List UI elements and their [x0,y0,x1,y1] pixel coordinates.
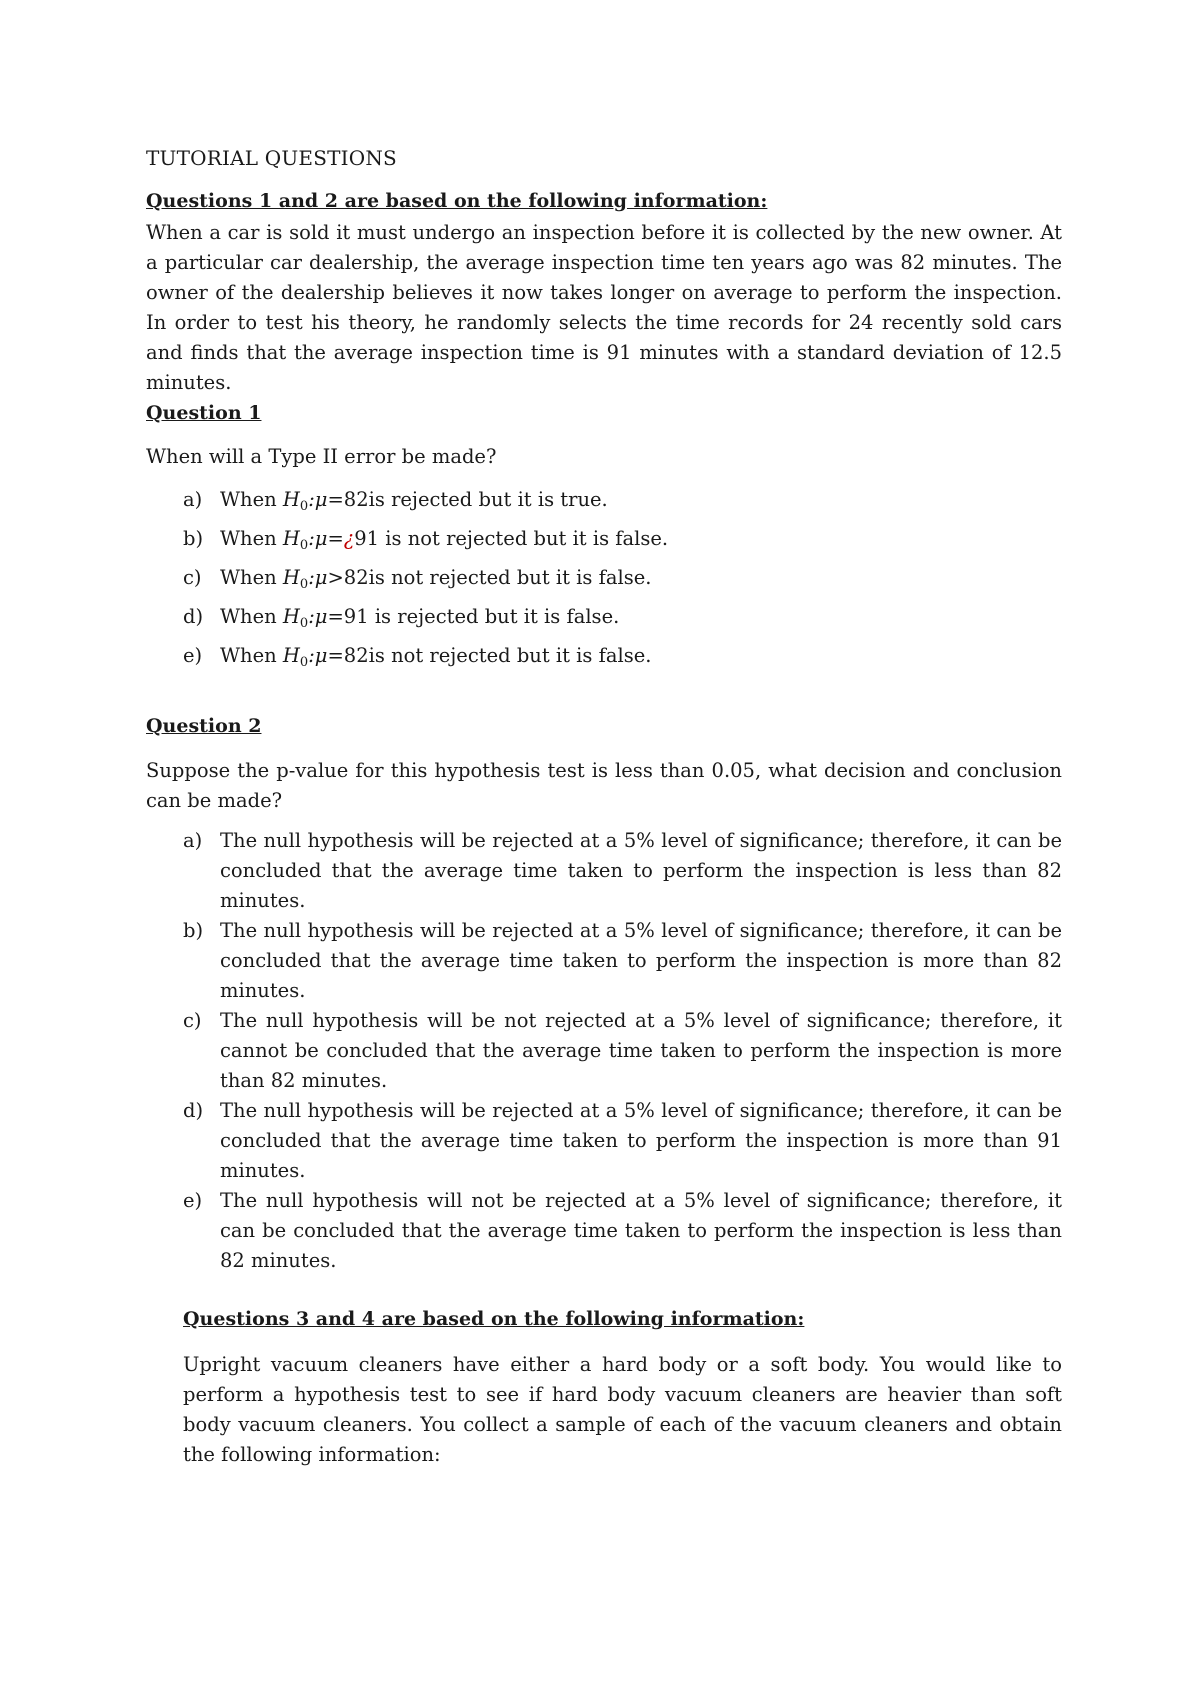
q2-option-text: The null hypothesis will be rejected at a 5% level of significance; therefore, it can be concluded that the average time taken to perform the inspection is more than 82 minutes. [220,919,1062,1002]
hypothesis-subscript: 0 [299,577,309,592]
hypothesis-value: 82 [343,566,369,589]
hypothesis-subscript: 0 [299,538,309,553]
q1-option-letter: c) [183,566,202,589]
question-1-heading: Question 1 [146,402,262,424]
q1-option-prefix: When [220,644,283,667]
question-2-prompt: Suppose the p-value for this hypothesis test is less than 0.05, what decision and conclusion can be made? [146,759,1062,812]
q1-option-letter: a) [183,488,203,511]
question-1-prompt: When will a Type II error be made? [146,445,497,468]
q1-option-a [146,484,1062,523]
hypothesis-relation: :μ= [308,488,344,511]
hypothesis-value: 91 [354,527,380,550]
q2-option-text: The null hypothesis will be not rejected at a 5% level of significance; therefore, it cannot be concluded that the average time taken to perform the inspection is more than 82 minutes. [220,1009,1062,1092]
q2-option-text: The null hypothesis will be rejected at a 5% level of significance; therefore, it can be concluded that the average time taken to perform the inspection is less than 82 minutes. [220,829,1062,912]
q1-option-c [146,562,1062,601]
hypothesis-subscript: 0 [299,616,309,631]
q2-option-b [146,916,1062,1006]
q2-option-e [146,1186,1062,1276]
q1-option-prefix: When [220,488,283,511]
q2-option-d [146,1096,1062,1186]
q2-option-letter: a) [183,829,203,852]
hypothesis-value: 82 [343,644,369,667]
question-2-heading: Question 2 [146,715,262,737]
hypothesis-symbol: H [282,644,300,667]
q1-option-prefix: When [220,566,283,589]
hypothesis-value: 82 [343,488,369,511]
hypothesis-subscript: 0 [299,655,309,670]
hypothesis-value: 91 [343,605,369,628]
info-heading-q1-q2: Questions 1 and 2 are based on the following information: [146,190,768,212]
info-paragraph-q3-q4: Upright vacuum cleaners have either a hard body or a soft body. You would like to perform a hypothesis test to see if hard body vacuum cleaners are heavier than soft body vacuum cleaners. You collect a sample of each of the vacuum cleaners and obtain the following information: [183,1353,1062,1466]
hypothesis-symbol: H [282,527,300,550]
q1-option-prefix: When [220,605,283,628]
q1-option-suffix: is rejected but it is true. [368,488,608,511]
q1-option-prefix: When [220,527,283,550]
q1-option-e [146,640,1062,679]
q2-option-a [146,826,1062,916]
q1-option-letter: d) [183,605,204,628]
q1-option-letter: b) [183,527,204,550]
page-title: TUTORIAL QUESTIONS [146,146,397,170]
q1-option-suffix: is not rejected but it is false. [368,566,652,589]
q2-option-letter: b) [183,919,204,942]
q2-option-text: The null hypothesis will not be rejected at a 5% level of significance; therefore, it can be concluded that the average time taken to perform the inspection is less than 82 minutes. [220,1189,1062,1272]
hypothesis-relation: :μ= [308,605,344,628]
q1-option-b [146,523,1062,562]
hypothesis-symbol: H [282,488,300,511]
q1-option-suffix: is not rejected but it is false. [379,527,669,550]
q2-option-letter: d) [183,1099,204,1122]
q1-option-d [146,601,1062,640]
q1-option-suffix: is rejected but it is false. [368,605,620,628]
hypothesis-symbol: H [282,566,300,589]
q2-option-text: The null hypothesis will be rejected at a 5% level of significance; therefore, it can be concluded that the average time taken to perform the inspection is more than 91 minutes. [220,1099,1062,1182]
hypothesis-symbol: H [282,605,300,628]
hypothesis-relation: :μ= [308,527,344,550]
q1-option-suffix: is not rejected but it is false. [368,644,652,667]
q2-option-letter: c) [183,1009,202,1032]
encoding-glitch-char: ¿ [343,527,355,550]
hypothesis-relation: :μ= [308,644,344,667]
hypothesis-relation: :μ> [308,566,344,589]
hypothesis-subscript: 0 [299,499,309,514]
info-heading-q3-q4: Questions 3 and 4 are based on the following information: [183,1308,805,1330]
q1-option-letter: e) [183,644,203,667]
q2-option-letter: e) [183,1189,203,1212]
question-2-options [146,826,1062,1276]
info-paragraph-q1-q2: When a car is sold it must undergo an inspection before it is collected by the new owner. At a particular car dealership, the average inspection time ten years ago was 82 minutes. The owner of the dealership believes it now takes longer on average to perform the inspection. In order to test his theory, he randomly selects the time records for 24 recently sold cars and finds that the average inspection time is 91 minutes with a standard deviation of 12.5 minutes. [146,221,1062,394]
q2-option-c [146,1006,1062,1096]
question-1-options [146,484,1062,679]
